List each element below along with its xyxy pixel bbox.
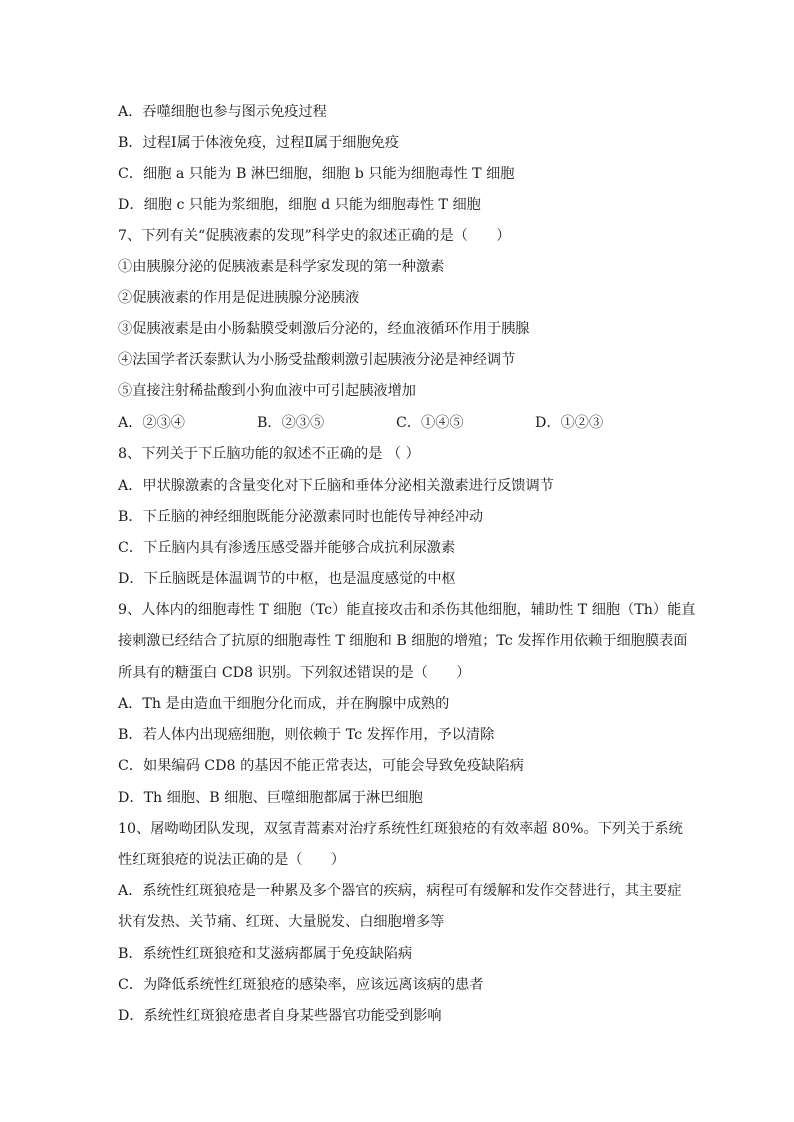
q6-option-c: C．细胞 a 只能为 B 淋巴细胞，细胞 b 只能为细胞毒性 T 细胞 bbox=[118, 166, 515, 182]
q8-option-d: D．下丘脑既是体温调节的中枢，也是温度感觉的中枢 bbox=[118, 571, 456, 587]
q7-stem: 7、下列有关“促胰液素的发现”科学史的叙述正确的是（ ） bbox=[118, 228, 511, 244]
q6-option-a: A．吞噬细胞也参与图示免疫过程 bbox=[118, 104, 327, 120]
q10-stem-line-2: 性红斑狼疮的说法正确的是（ ） bbox=[118, 852, 346, 868]
q7-statement-4: ④法国学者沃泰默认为小肠受盐酸刺激引起胰液分泌是神经调节 bbox=[118, 352, 516, 368]
q7-options-row bbox=[118, 413, 674, 433]
q9-stem-line-2: 接刺激已经结合了抗原的细胞毒性 T 细胞和 B 细胞的增殖；Tc 发挥作用依赖于细胞膜表面 bbox=[118, 633, 688, 649]
q7-option-a: A．②③④ bbox=[118, 415, 185, 431]
q9-option-b: B．若人体内出现癌细胞，则依赖于 Tc 发挥作用，予以清除 bbox=[118, 727, 495, 743]
q7-statement-5: ⑤直接注射稀盐酸到小狗血液中可引起胰液增加 bbox=[118, 383, 416, 399]
q8-option-b: B．下丘脑的神经细胞既能分泌激素同时也能传导神经冲动 bbox=[118, 509, 484, 525]
q8-stem: 8、下列关于下丘脑功能的叙述不正确的是 （ ） bbox=[118, 446, 420, 462]
q10-option-a-continued: 状有发热、关节痛、红斑、大量脱发、白细胞增多等 bbox=[118, 914, 445, 930]
q9-option-d: D．Th 细胞、B 细胞、巨噬细胞都属于淋巴细胞 bbox=[118, 790, 423, 806]
q6-option-b: B．过程Ⅰ属于体液免疫，过程Ⅱ属于细胞免疫 bbox=[118, 135, 400, 151]
q9-option-c: C．如果编码 CD8 的基因不能正常表达，可能会导致免疫缺陷病 bbox=[118, 758, 524, 774]
q9-stem-line-1: 9、人体内的细胞毒性 T 细胞（Tc）能直接攻击和杀伤其他细胞，辅助性 T 细胞（Th）能直 bbox=[118, 602, 696, 618]
q10-option-b: B．系统性红斑狼疮和艾滋病都属于免疫缺陷病 bbox=[118, 946, 413, 962]
q8-option-c: C．下丘脑内具有渗透压感受器并能够合成抗利尿激素 bbox=[118, 540, 456, 556]
q7-option-d: D．①②③ bbox=[535, 415, 604, 431]
q7-statement-1: ①由胰腺分泌的促胰液素是科学家发现的第一种激素 bbox=[118, 259, 445, 275]
q8-option-a: A．甲状腺激素的含量变化对下丘脑和垂体分泌相关激素进行反馈调节 bbox=[118, 478, 554, 494]
q9-stem-line-3: 所具有的糖蛋白 CD8 识别。下列叙述错误的是（ ） bbox=[118, 665, 471, 681]
q7-statement-2: ②促胰液素的作用是促进胰腺分泌胰液 bbox=[118, 290, 360, 306]
q9-option-a: A．Th 是由造血干细胞分化而成，并在胸腺中成熟的 bbox=[118, 696, 450, 712]
q7-statement-3: ③促胰液素是由小肠黏膜受刺激后分泌的，经血液循环作用于胰腺 bbox=[118, 321, 530, 337]
q10-option-d: D．系统性红斑狼疮患者自身某些器官功能受到影响 bbox=[118, 1008, 442, 1024]
q7-option-c: C．①④⑤ bbox=[396, 415, 464, 431]
q10-option-a: A．系统性红斑狼疮是一种累及多个器官的疾病，病程可有缓解和发作交替进行，其主要症 bbox=[118, 883, 682, 899]
q7-option-b: B．②③⑤ bbox=[257, 415, 325, 431]
q6-option-d: D．细胞 c 只能为浆细胞，细胞 d 只能为细胞毒性 T 细胞 bbox=[118, 197, 481, 213]
q10-option-c: C．为降低系统性红斑狼疮的感染率，应该远离该病的患者 bbox=[118, 977, 484, 993]
q10-stem-line-1: 10、屠呦呦团队发现，双氢青蒿素对治疗系统性红斑狼疮的有效率超 80%。下列关于系统 bbox=[118, 821, 683, 837]
